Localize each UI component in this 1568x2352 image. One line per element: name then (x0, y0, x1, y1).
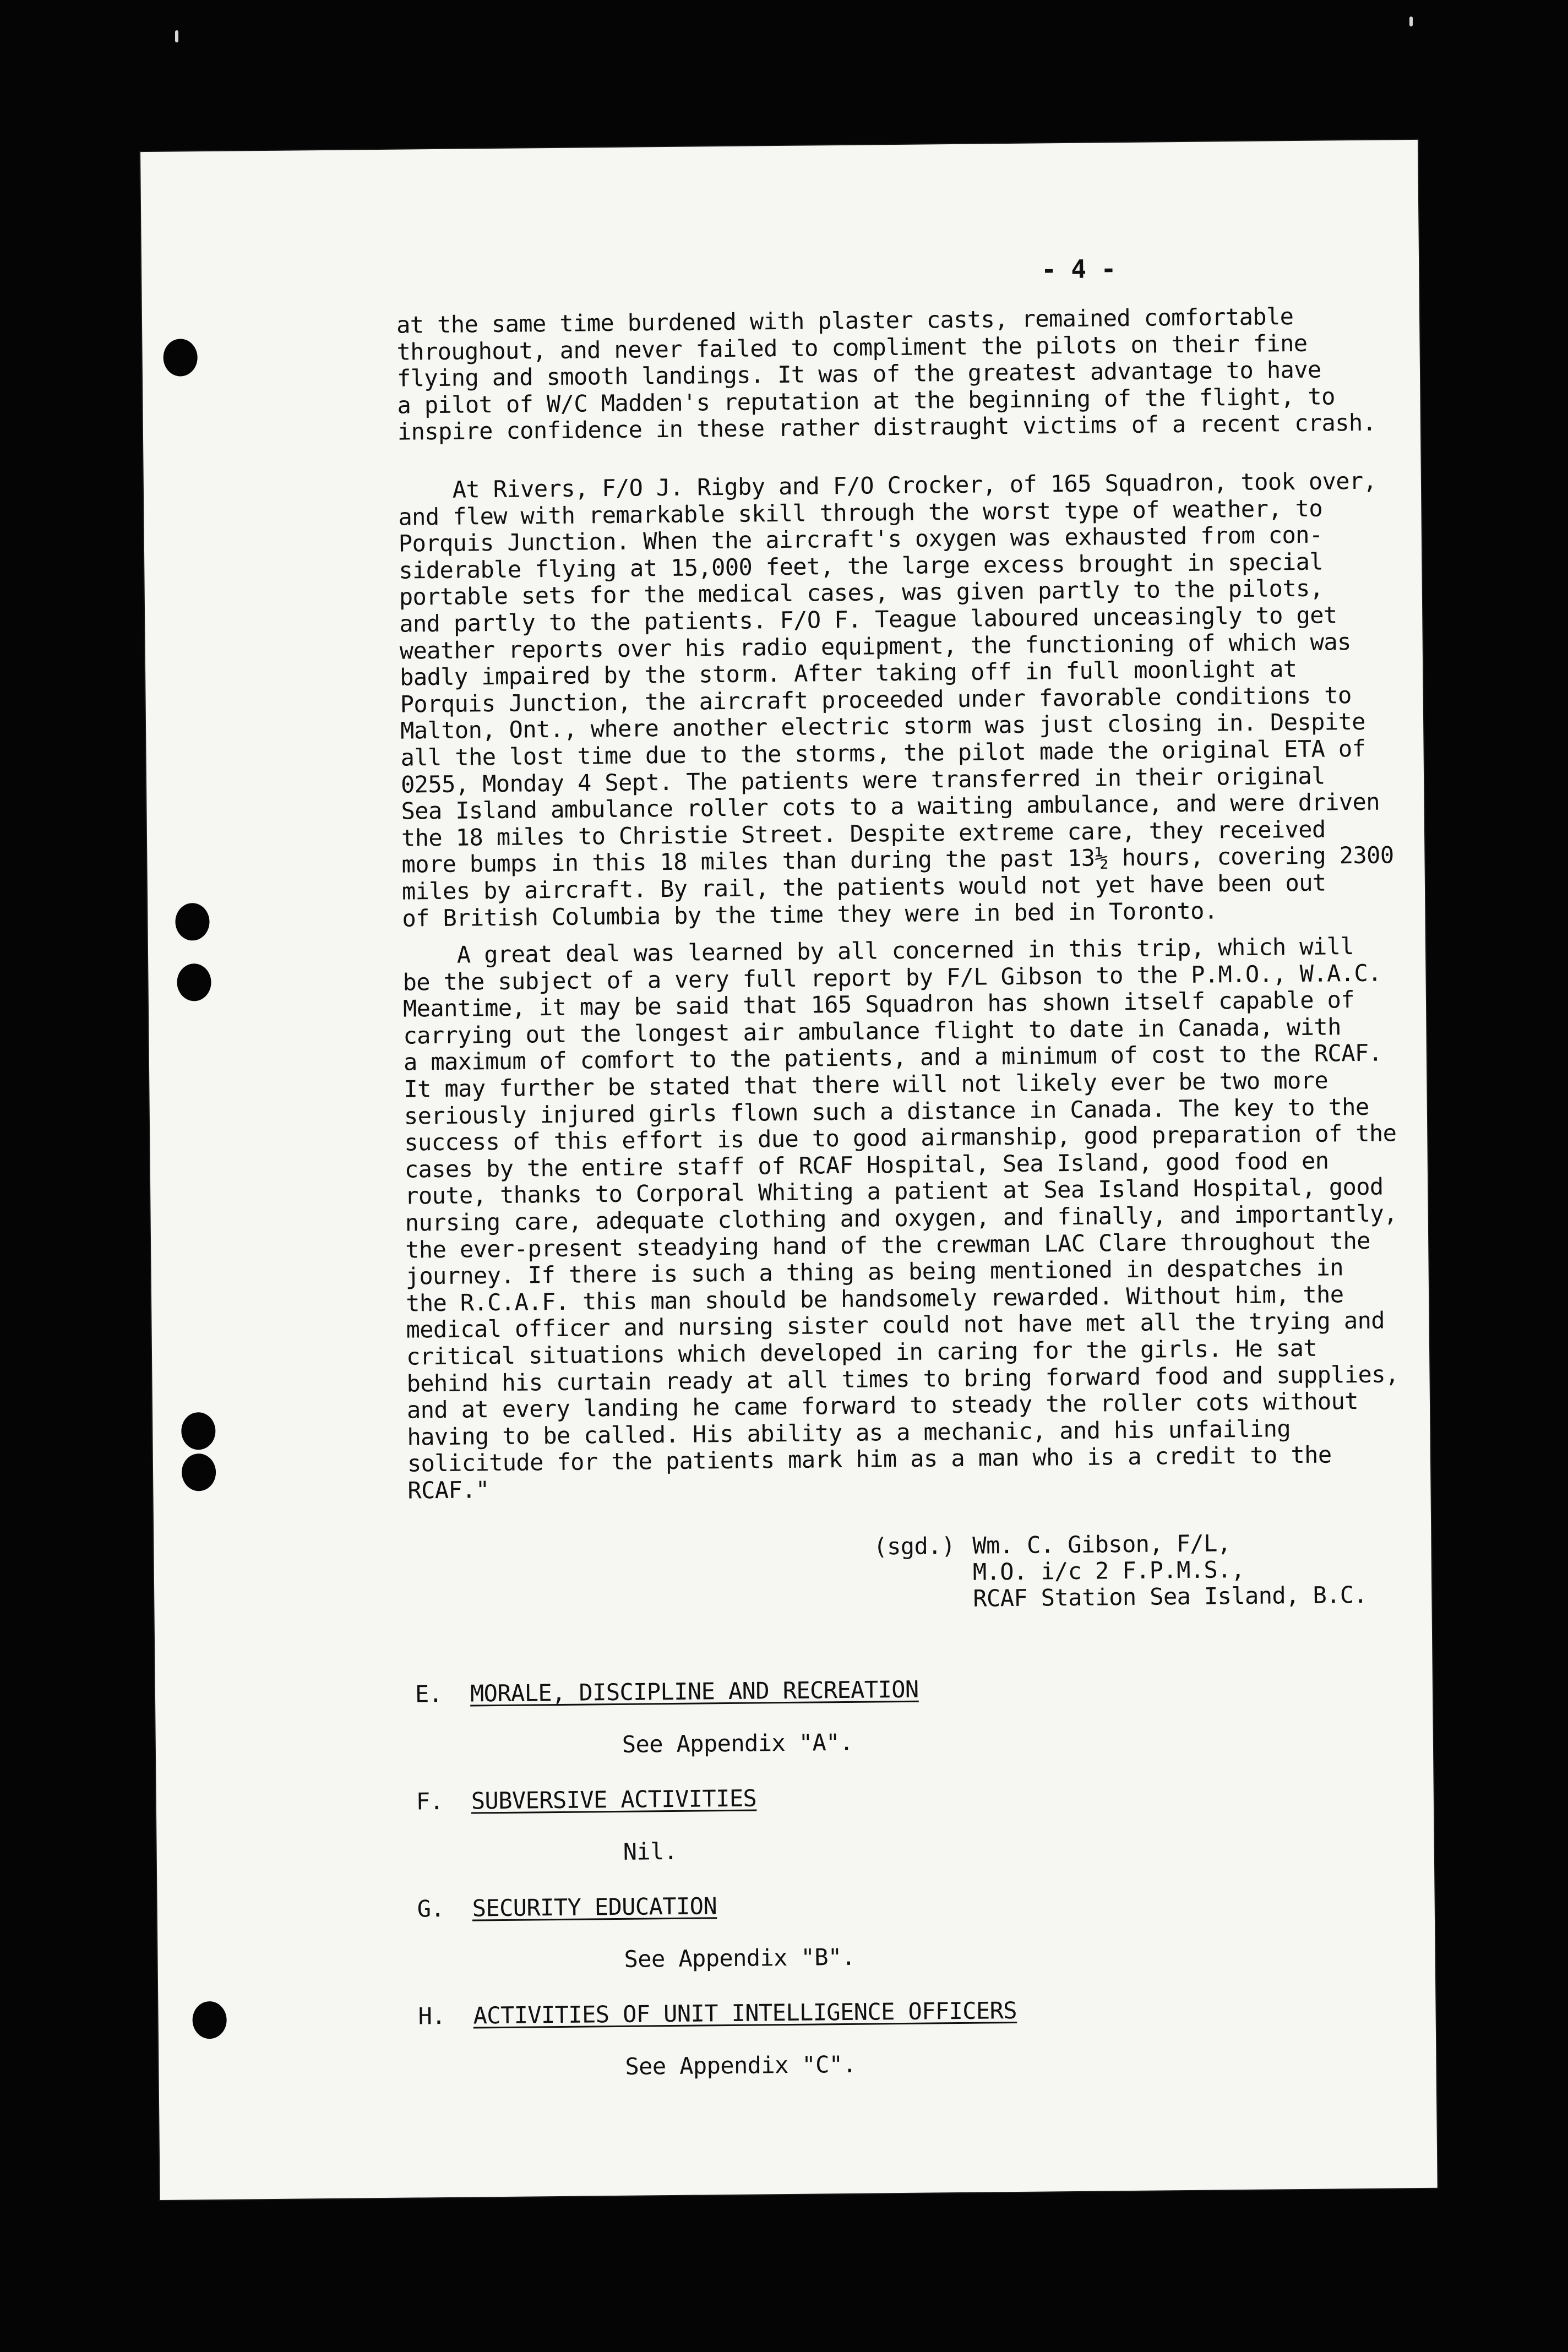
text-line: carrying out the longest air ambulance flight to date in Canada, with (403, 1013, 1341, 1049)
section-f-body: Nil. (623, 1837, 678, 1865)
signature-line (874, 1582, 1367, 1613)
text-line: At Rivers, F/O J. Rigby and F/O Crocker, of 165 Squadron, took over, (398, 467, 1377, 504)
text-line: a maximum of comfort to the patients, and a minimum of cost to the RCAF. (403, 1039, 1382, 1076)
text-line: having to be called. His ability as a mechanic, and his unfailing (407, 1414, 1291, 1451)
text-line: A great deal was learned by all concerned in this trip, which will (402, 933, 1354, 969)
section-h-heading (418, 1997, 1017, 2030)
text-line: critical situations which developed in caring for the girls. He sat (406, 1334, 1317, 1370)
section-letter: E. (415, 1680, 443, 1708)
punch-hole (177, 963, 211, 1001)
text-line: Porquis Junction, the aircraft proceeded under favorable conditions to (400, 681, 1352, 718)
section-letter: G. (417, 1894, 445, 1923)
text-line: behind his curtain ready at all times to bring forward food and supplies, (406, 1360, 1399, 1397)
punch-hole (181, 1412, 216, 1450)
text-line: journey. If there is such a thing as being mentioned in despatches in (405, 1254, 1344, 1290)
film-speck (175, 30, 178, 42)
document-body (395, 140, 1399, 2080)
signature-station: RCAF Station Sea Island, B.C. (973, 1581, 1368, 1612)
text-line: route, thanks to Corporal Whiting a patient at Sea Island Hospital, good (405, 1173, 1384, 1210)
text-line: nursing care, adequate clothing and oxygen, and finally, and importantly, (405, 1200, 1397, 1237)
text-line: the R.C.A.F. this man should be handsomely rewarded. Without him, the (405, 1280, 1344, 1317)
paragraph-2 (398, 467, 1404, 932)
text-line: weather reports over his radio equipment, the functioning of which was (399, 628, 1351, 665)
section-e-body: See Appendix "A". (622, 1728, 853, 1758)
text-line: It may further be stated that there will not likely ever be two more (404, 1066, 1329, 1103)
text-line: all the lost time due to the storms, the pilot made the original ETA of (400, 734, 1366, 771)
text-line: and at every landing he came forward to steady the roller cots without (406, 1387, 1359, 1424)
paragraph-1 (396, 302, 1400, 445)
section-f-heading (416, 1785, 757, 1816)
text-line: more bumps in this 18 miles than during the past 13½ hours, covering 2300 (401, 841, 1394, 878)
text-line: be the subject of a very full report by F/L Gibson to the P.M.O., W.A.C. (402, 959, 1382, 996)
text-line: the ever-present steadying hand of the crewman LAC Clare throughout the (405, 1227, 1371, 1264)
text-line: of British Columbia by the time they were in bed in Toronto. (402, 896, 1218, 932)
punch-hole (175, 903, 210, 941)
text-line: badly impaired by the storm. After taking off in full moonlight at (399, 655, 1297, 691)
signature-line (873, 1529, 1366, 1560)
text-line: success of this effort is due to good airmanship, good preparation of the (404, 1119, 1397, 1156)
film-speck (1409, 17, 1413, 26)
punch-hole (182, 1453, 216, 1491)
text-line: portable sets for the medical cases, was given partly to the pilots, (399, 574, 1324, 611)
punch-hole (192, 2001, 227, 2039)
text-line: siderable flying at 15,000 feet, the large excess brought in special (399, 548, 1324, 584)
punch-hole (163, 339, 198, 377)
text-line: inspire confidence in these rather distraught victims of a recent crash. (397, 409, 1376, 446)
text-line: RCAF." (407, 1476, 489, 1504)
signature-block (873, 1529, 1367, 1613)
signature-name: Wm. C. Gibson, F/L, (972, 1529, 1231, 1559)
text-line: a pilot of W/C Madden's reputation at the beginning of the flight, to (397, 383, 1335, 419)
text-line: Malton, Ont., where another electric storm was just closing in. Despite (400, 708, 1366, 744)
text-line: miles by aircraft. By rail, the patients would not yet have been out (401, 869, 1326, 905)
document-page (140, 140, 1438, 2200)
text-line: 0255, Monday 4 Sept. The patients were transferred in their original (400, 762, 1325, 798)
section-letter: F. (416, 1787, 444, 1815)
text-line: flying and smooth landings. It was of the greatest advantage to have (396, 356, 1321, 392)
section-title: SUBVERSIVE ACTIVITIES (471, 1784, 757, 1815)
section-g-heading (417, 1893, 717, 1923)
section-title: SECURITY EDUCATION (472, 1892, 717, 1922)
signature-title: M.O. i/c 2 F.P.M.S., (972, 1556, 1245, 1586)
page-number: - 4 - (1041, 254, 1116, 285)
text-line: medical officer and nursing sister could not have met all the trying and (406, 1306, 1385, 1343)
signature-prefix: (sgd.) (873, 1532, 955, 1560)
text-line: and flew with remarkable skill through the worst type of weather, to (398, 494, 1323, 531)
text-line: Meantime, it may be said that 165 Squadron has shown itself capable of (402, 986, 1355, 1022)
section-title: ACTIVITIES OF UNIT INTELLIGENCE OFFICERS (473, 1997, 1017, 2029)
section-g-body: See Appendix "B". (624, 1943, 856, 1973)
text-line: and partly to the patients. F/O F. Teague laboured unceasingly to get (399, 601, 1337, 638)
section-title: MORALE, DISCIPLINE AND RECREATION (470, 1675, 919, 1707)
paragraph-3 (402, 933, 1410, 1504)
section-letter: H. (418, 2002, 446, 2030)
text-line: at the same time burdened with plaster casts, remained comfortable (396, 303, 1294, 339)
text-line: Sea Island ambulance roller cots to a waiting ambulance, and were driven (401, 788, 1380, 825)
text-line: seriously injured girls flown such a distance in Canada. The key to the (404, 1093, 1369, 1130)
text-line: the 18 miles to Christie Street. Despite extreme care, they received (401, 815, 1326, 852)
text-line: solicitude for the patients mark him as a man who is a credit to the (407, 1441, 1332, 1477)
section-h-body: See Appendix "C". (625, 2050, 857, 2080)
text-line: cases by the entire staff of RCAF Hospital, Sea Island, good food en (404, 1147, 1329, 1183)
section-e-heading (415, 1676, 919, 1708)
text-line: throughout, and never failed to compliment the pilots on their fine (396, 329, 1308, 366)
text-line: Porquis Junction. When the aircraft's oxygen was exhausted from con- (398, 521, 1323, 557)
